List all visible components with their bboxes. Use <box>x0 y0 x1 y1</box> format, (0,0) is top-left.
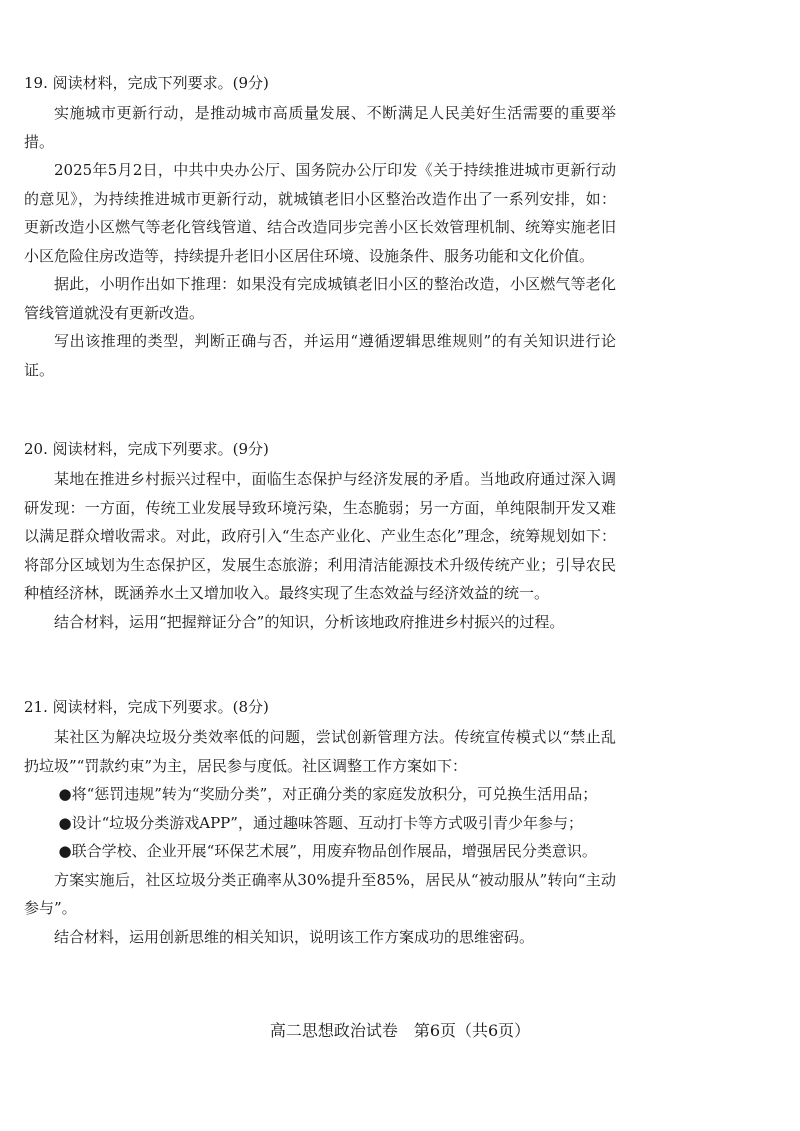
question-prompt: 写出该推理的类型，判断正确与否，并运用“遵循逻辑思维规则”的有关知识进行论证。 <box>24 332 616 379</box>
bullet-item: ●联合学校、企业开展“环保艺术展”，用废弃物品创作展品，增强居民分类意识。 <box>58 842 597 860</box>
question-title: 20. 阅读材料，完成下列要求。(9分) <box>24 440 269 458</box>
question-paragraph: 据此，小明作出如下推理：如果没有完成城镇老旧小区的整治改造，小区燃气等老化管线管道就没有更新改造。 <box>24 275 616 322</box>
page-footer: 高二思想政治试卷 第6页（共6页） <box>269 1021 531 1040</box>
question-20 <box>24 436 616 636</box>
bullet-item: ●设计“垃圾分类游戏APP”，通过趣味答题、互动打卡等方式吸引青少年参与； <box>58 813 583 832</box>
question-paragraph: 方案实施后，社区垃圾分类正确率从30%提升至85%，居民从“被动服从”转向“主动参与”。 <box>24 870 616 917</box>
question-prompt: 结合材料，运用创新思维的相关知识，说明该工作方案成功的思维密码。 <box>54 927 535 946</box>
question-title: 21. 阅读材料，完成下列要求。(8分) <box>24 698 269 716</box>
question-paragraph: 2025年5月2日，中共中央办公厅、国务院办公厅印发《关于持续推进城市更新行动的意见》，为持续推进城市更新行动，就城镇老旧小区整治改造作出了一系列安排，如：更新改造小区燃气等老化管线管道、结合改造同步完善小区长效管理机制、统筹实施老旧小区危险住房改造等，持续提升老旧小区居住环境、设施条件、服务功能和文化价值。 <box>24 161 616 265</box>
question-21 <box>24 694 616 951</box>
question-paragraph: 实施城市更新行动，是推动城市高质量发展、不断满足人民美好生活需要的重要举措。 <box>24 104 616 151</box>
question-paragraph: 某地在推进乡村振兴过程中，面临生态保护与经济发展的矛盾。当地政府通过深入调研发现：一方面，传统工业发展导致环境污染，生态脆弱；另一方面，单纯限制开发又难以满足群众增收需求。对此，政府引入“生态产业化、产业生态化”理念，统筹规划如下：将部分区域划为生态保护区，发展生态旅游；利用清洁能源技术升级传统产业；引导农民种植经济林，既涵养水土又增加收入。最终实现了生态效益与经济效益的统一。 <box>24 470 616 602</box>
question-19 <box>24 70 616 384</box>
question-paragraph: 某社区为解决垃圾分类效率低的问题，尝试创新管理方法。传统宣传模式以“禁止乱扔垃圾”“罚款约束”为主，居民参与度低。社区调整工作方案如下： <box>24 728 616 775</box>
bullet-item: ●将“惩罚违规”转为“奖励分类”，对正确分类的家庭发放积分，可兑换生活用品； <box>58 785 598 803</box>
question-title: 19. 阅读材料，完成下列要求。(9分) <box>24 74 269 92</box>
question-prompt: 结合材料，运用“把握辩证分合”的知识，分析该地政府推进乡村振兴的过程。 <box>54 612 565 631</box>
